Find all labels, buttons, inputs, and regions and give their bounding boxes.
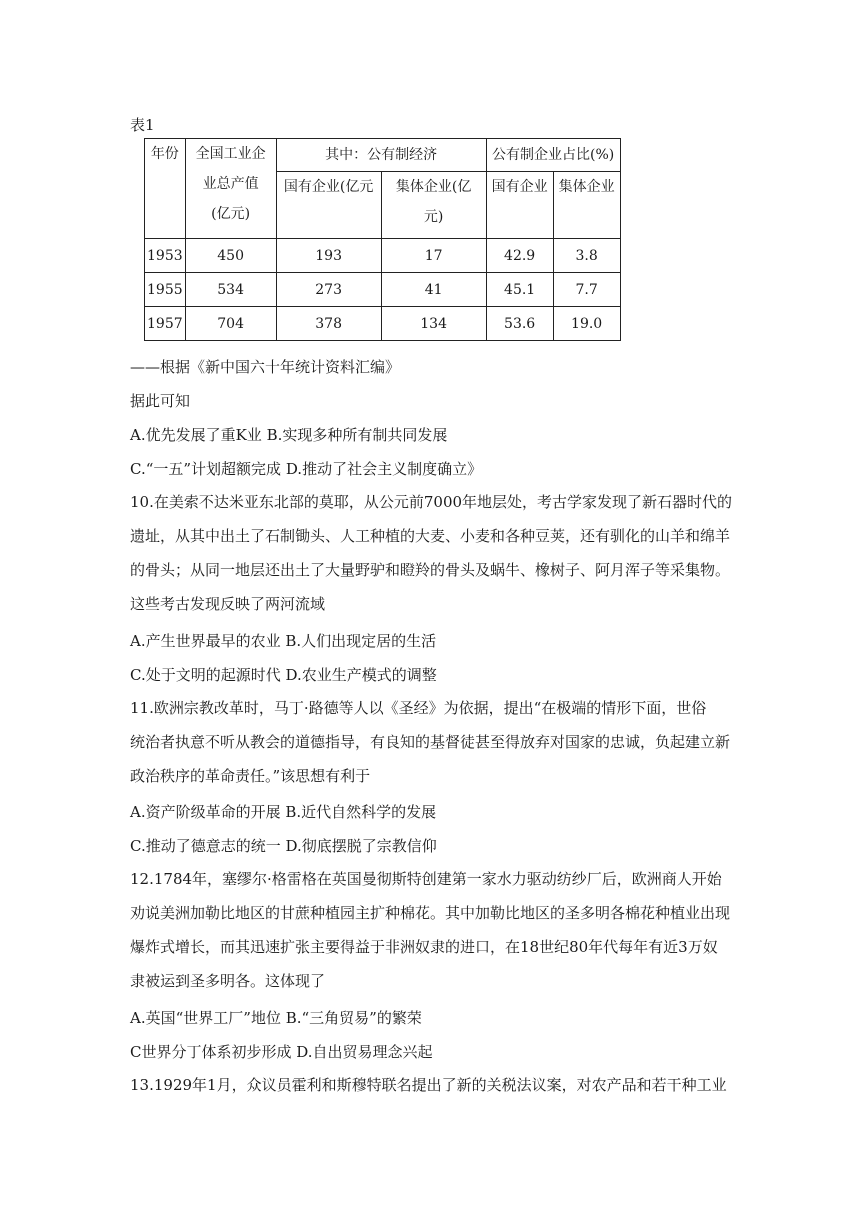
cell-state: 273 <box>276 273 381 307</box>
header-ratio-collective: 集体企业 <box>553 172 620 239</box>
header-year: 年份 <box>145 139 186 239</box>
q12-options-cd: C世界分丁体系初步形成 D.自出贸易理念兴起 <box>130 1043 433 1061</box>
q10-options-ab: A.产生世界最早的农业 B.人们出现定居的生活 <box>130 632 437 650</box>
cell-ratio-state: 42.9 <box>486 239 553 273</box>
cell-collective: 134 <box>381 307 486 341</box>
q10-options-cd: C.处于文明的起源时代 D.农业生产模式的调整 <box>130 666 437 684</box>
cell-collective: 17 <box>381 239 486 273</box>
table-row <box>145 239 621 273</box>
header-state-owned: 国有企业(亿元 <box>276 172 381 239</box>
header-ratio-state: 国有企业 <box>486 172 553 239</box>
q13-stem: 13.1929年1月，众议员霍利和斯穆特联名提出了新的关税法议案，对农产品和若干种工业 <box>130 1076 727 1094</box>
cell-ratio-state: 45.1 <box>486 273 553 307</box>
cell-state: 378 <box>276 307 381 341</box>
cell-total: 704 <box>185 307 276 341</box>
cell-ratio-collective: 7.7 <box>553 273 620 307</box>
q11-options-ab: A.资产阶级革命的开展 B.近代自然科学的发展 <box>130 803 437 821</box>
table-caption: 表1 <box>130 116 155 134</box>
q12-options-ab: A.英国“世界工厂”地位 B.“三角贸易”的繁荣 <box>130 1009 422 1027</box>
cell-collective: 41 <box>381 273 486 307</box>
cell-total: 450 <box>185 239 276 273</box>
q10-stem: 10.在美索不达米亚东北部的莫耶，从公元前7000年地层处，考古学家发现了新石器时代的 遗址，从其中出土了石制锄头、人工种植的大麦、小麦和各种豆荚，还有驯化的山羊和绵羊 的骨头；从同一地层还出土了大量野驴和瞪羚的骨头及蜗牛、橡树子、阿月浑子等采集物。 这些考古发现反映了两河流域 <box>130 493 733 613</box>
cell-year: 1957 <box>145 307 186 341</box>
cell-ratio-state: 53.6 <box>486 307 553 341</box>
q9-options-cd: C.“一五”计划超额完成 D.推动了社会主义制度确立》 <box>130 460 483 478</box>
table-header-row <box>145 139 621 172</box>
q12-stem: 12.1784年，塞缪尔·格雷格在英国曼彻斯特创建第一家水力驱动纺纱厂后，欧洲商人开始 劝说美洲加勒比地区的甘蔗种植园主扩种棉花。其中加勒比地区的圣多明各棉花种植业出现 爆炸式增长，而其迅速扩张主要得益于非洲奴隶的进口，在18世纪80年代每年有近3万奴 隶被运到圣多明各。这体现了 <box>130 870 731 990</box>
cell-ratio-collective: 3.8 <box>553 239 620 273</box>
header-collective: 集体企业(亿 元) <box>381 172 486 239</box>
cell-year: 1953 <box>145 239 186 273</box>
table-row <box>145 307 621 341</box>
header-public-economy: 其中：公有制经济 <box>276 139 486 172</box>
q9-stem: 据此可知 <box>130 392 191 410</box>
q11-options-cd: C.推动了德意志的统一 D.彻底摆脱了宗教信仰 <box>130 837 437 855</box>
q11-stem: 11.欧洲宗教改革时，马丁·路德等人以《圣经》为依据，提出“在极端的情形下面，世俗 统治者执意不听从教会的道德指导，有良知的基督徒甚至得放弃对国家的忠诚，负起建立新 政治秩序的革命责任。”该思想有利于 <box>130 699 731 785</box>
header-total-output: 全国工业企 业总产值 (亿元) <box>185 139 276 239</box>
header-public-ratio: 公有制企业占比(%) <box>486 139 620 172</box>
q9-options-ab: A.优先发展了重K业 B.实现多种所有制共同发展 <box>130 426 448 444</box>
cell-state: 193 <box>276 239 381 273</box>
cell-ratio-collective: 19.0 <box>553 307 620 341</box>
table-row <box>145 273 621 307</box>
cell-year: 1955 <box>145 273 186 307</box>
statistics-table <box>144 138 621 341</box>
cell-total: 534 <box>185 273 276 307</box>
table-source: ——根据《新中国六十年统计资料汇编》 <box>130 358 401 376</box>
